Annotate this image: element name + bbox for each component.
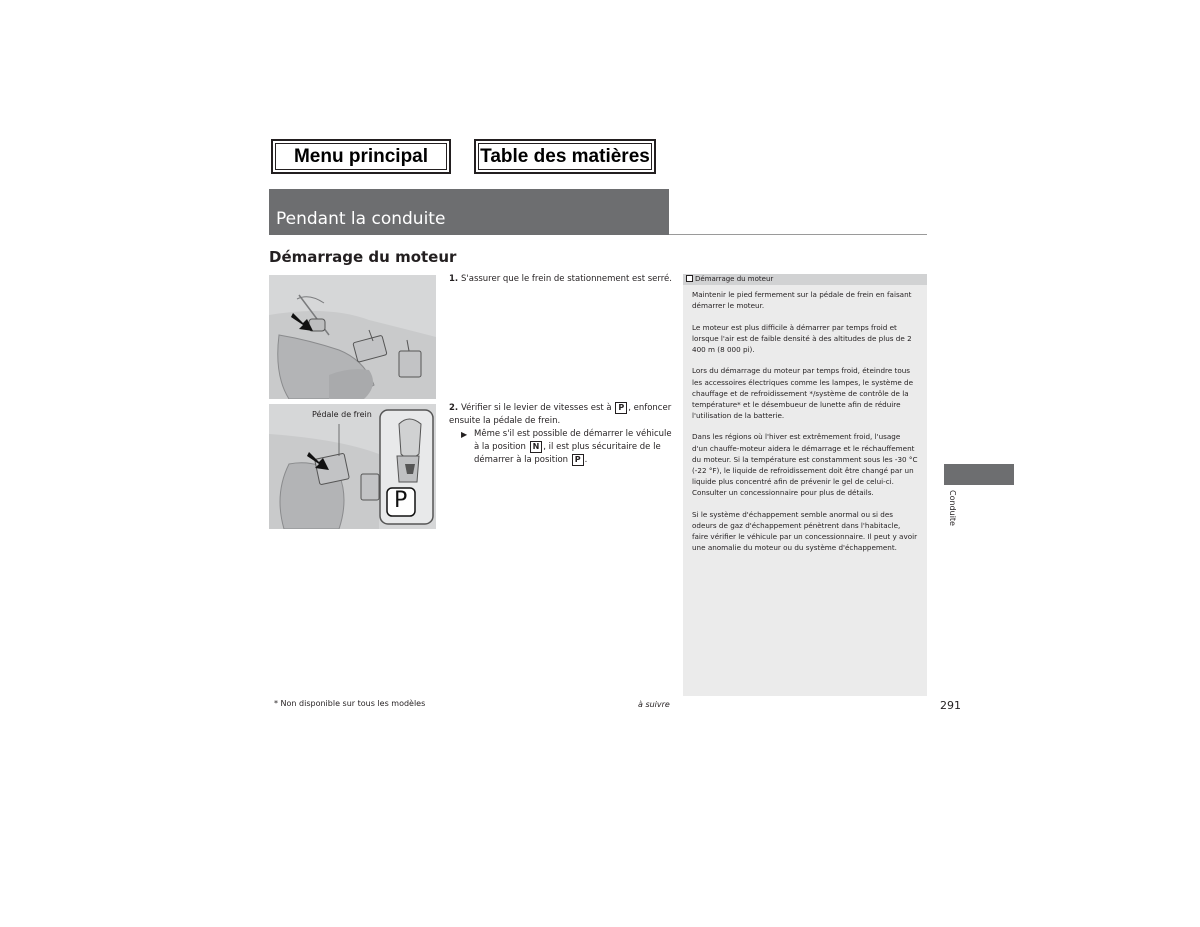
step-1 (449, 273, 674, 286)
step-2-note-c: . (584, 455, 588, 465)
step-1-number: 1. (449, 274, 459, 284)
chapter-tab-label: Conduite (948, 490, 957, 526)
note-paragraph: Dans les régions où l'hiver est extrêmement froid, l'usage d'un chauffe-moteur aidera le démarrage et le réchauffement du moteur. Si la température est constamment sous les -30 °C (-22 °F), le liquide de refroidissement doit être changé par un liquide plus concentré afin de prévenir le gel de celui-ci. Consulter un concessionnaire pour plus de détails. (692, 432, 918, 497)
main-menu-label: Menu principal (293, 145, 429, 167)
table-of-contents-button[interactable] (474, 139, 656, 174)
note-paragraph: Lors du démarrage du moteur par temps froid, éteindre tous les accessoires électriques comme les lampes, le système de chauffage et de refroidissement */système de contrôle de la température* et le désembueur de lunette afin de réduire l'utilisation de la batterie. (692, 366, 914, 420)
step-2-text-a: Vérifier si le levier de vitesses est à (461, 403, 612, 413)
header-rule (669, 234, 927, 235)
section-header: Pendant la conduite (269, 189, 669, 235)
main-menu-button[interactable] (271, 139, 451, 174)
notes-heading (683, 274, 927, 285)
step-2-note-a: Même s'il est possible de démarrer le véhicule à la position (474, 429, 672, 452)
section-title: Démarrage du moteur (269, 248, 457, 266)
note-paragraph: Le moteur est plus difficile à démarrer par temps froid et lorsque l'air est de faible densité à des altitudes de plus de 2 400 m (8 000 pi). (692, 322, 912, 354)
note-paragraph: Maintenir le pied fermement sur la pédale de frein en faisant démarrer le moteur. (692, 290, 912, 311)
step-2-text-b: , enfoncer ensuite la pédale de frein. (449, 403, 672, 426)
triangle-bullet-icon: ▶ (461, 430, 468, 439)
footnote: * Non disponible sur tous les modèles (274, 699, 426, 708)
parking-brake-illustration (269, 275, 436, 399)
page-number: 291 (940, 699, 961, 712)
brake-pedal-label: Pédale de frein (312, 410, 372, 419)
continued-label: à suivre (638, 700, 670, 709)
step-2-note (449, 428, 674, 467)
reference-box-icon (686, 275, 693, 282)
gear-key-n: N (530, 441, 543, 453)
step-1-text: S'assurer que le frein de stationnement est serré. (461, 274, 672, 284)
toc-label: Table des matières (480, 145, 650, 167)
step-2-note-b: , il est plus sécuritaire de le démarrer à la position (474, 442, 661, 465)
notes-heading-text: Démarrage du moteur (695, 275, 774, 283)
gear-key-p-note: P (572, 454, 584, 466)
step-2 (449, 402, 674, 467)
notes-sidebar (683, 274, 927, 696)
step-2-number: 2. (449, 403, 459, 413)
note-paragraph: Si le système d'échappement semble anormal ou si des odeurs de gaz d'échappement pénètrent dans l'habitacle, faire vérifier le véhicule par un concessionnaire. Il peut y avoir une anomalie du moteur ou du système d'échappement. (692, 509, 918, 552)
gear-p-letter: P (394, 488, 408, 513)
brake-pedal-gear-illustration (269, 404, 436, 529)
gear-key-p: P (615, 402, 627, 414)
chapter-tab (944, 464, 1014, 485)
